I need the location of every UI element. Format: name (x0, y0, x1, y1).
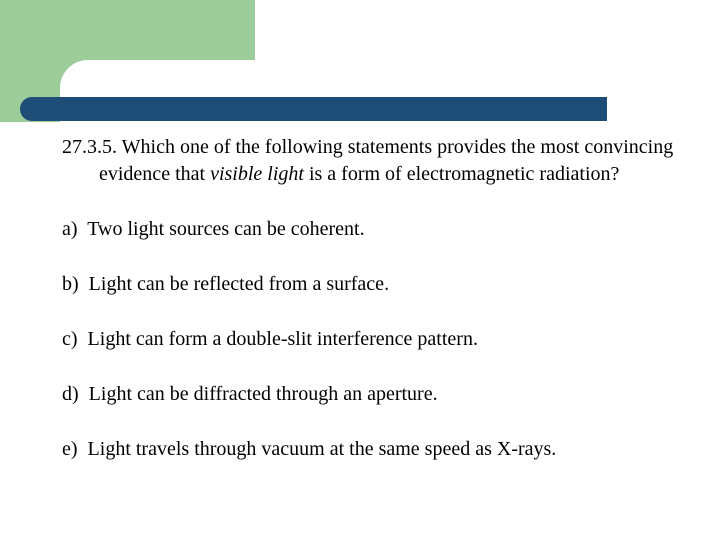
question-part-2: is a form of electromagnetic radiation? (303, 163, 620, 185)
answer-list (62, 216, 712, 463)
answer-option-c (62, 326, 712, 353)
answer-text: Two light sources can be coherent. (87, 218, 365, 240)
answer-text: Light can be diffracted through an aperture. (88, 383, 438, 405)
answer-text: Light can be reflected from a surface. (88, 273, 390, 295)
question-part-1: 27.3.5. Which one of the following statements provides the most convincing evidence that (62, 136, 674, 185)
question-emphasis: visible light (210, 163, 304, 185)
answer-letter: c) (62, 328, 78, 350)
answer-option-a (62, 216, 712, 243)
slide-content (62, 134, 712, 463)
answer-option-b (62, 271, 712, 298)
answer-option-e (62, 436, 712, 463)
answer-letter: a) (62, 218, 78, 240)
decorative-title-bar (20, 97, 607, 121)
answer-option-d (62, 381, 712, 408)
answer-letter: e) (62, 438, 78, 460)
answer-text: Light travels through vacuum at the same speed as X-rays. (87, 438, 557, 460)
answer-letter: b) (62, 273, 79, 295)
answer-text: Light can form a double-slit interference pattern. (87, 328, 478, 350)
answer-letter: d) (62, 383, 79, 405)
question-text (62, 134, 712, 188)
